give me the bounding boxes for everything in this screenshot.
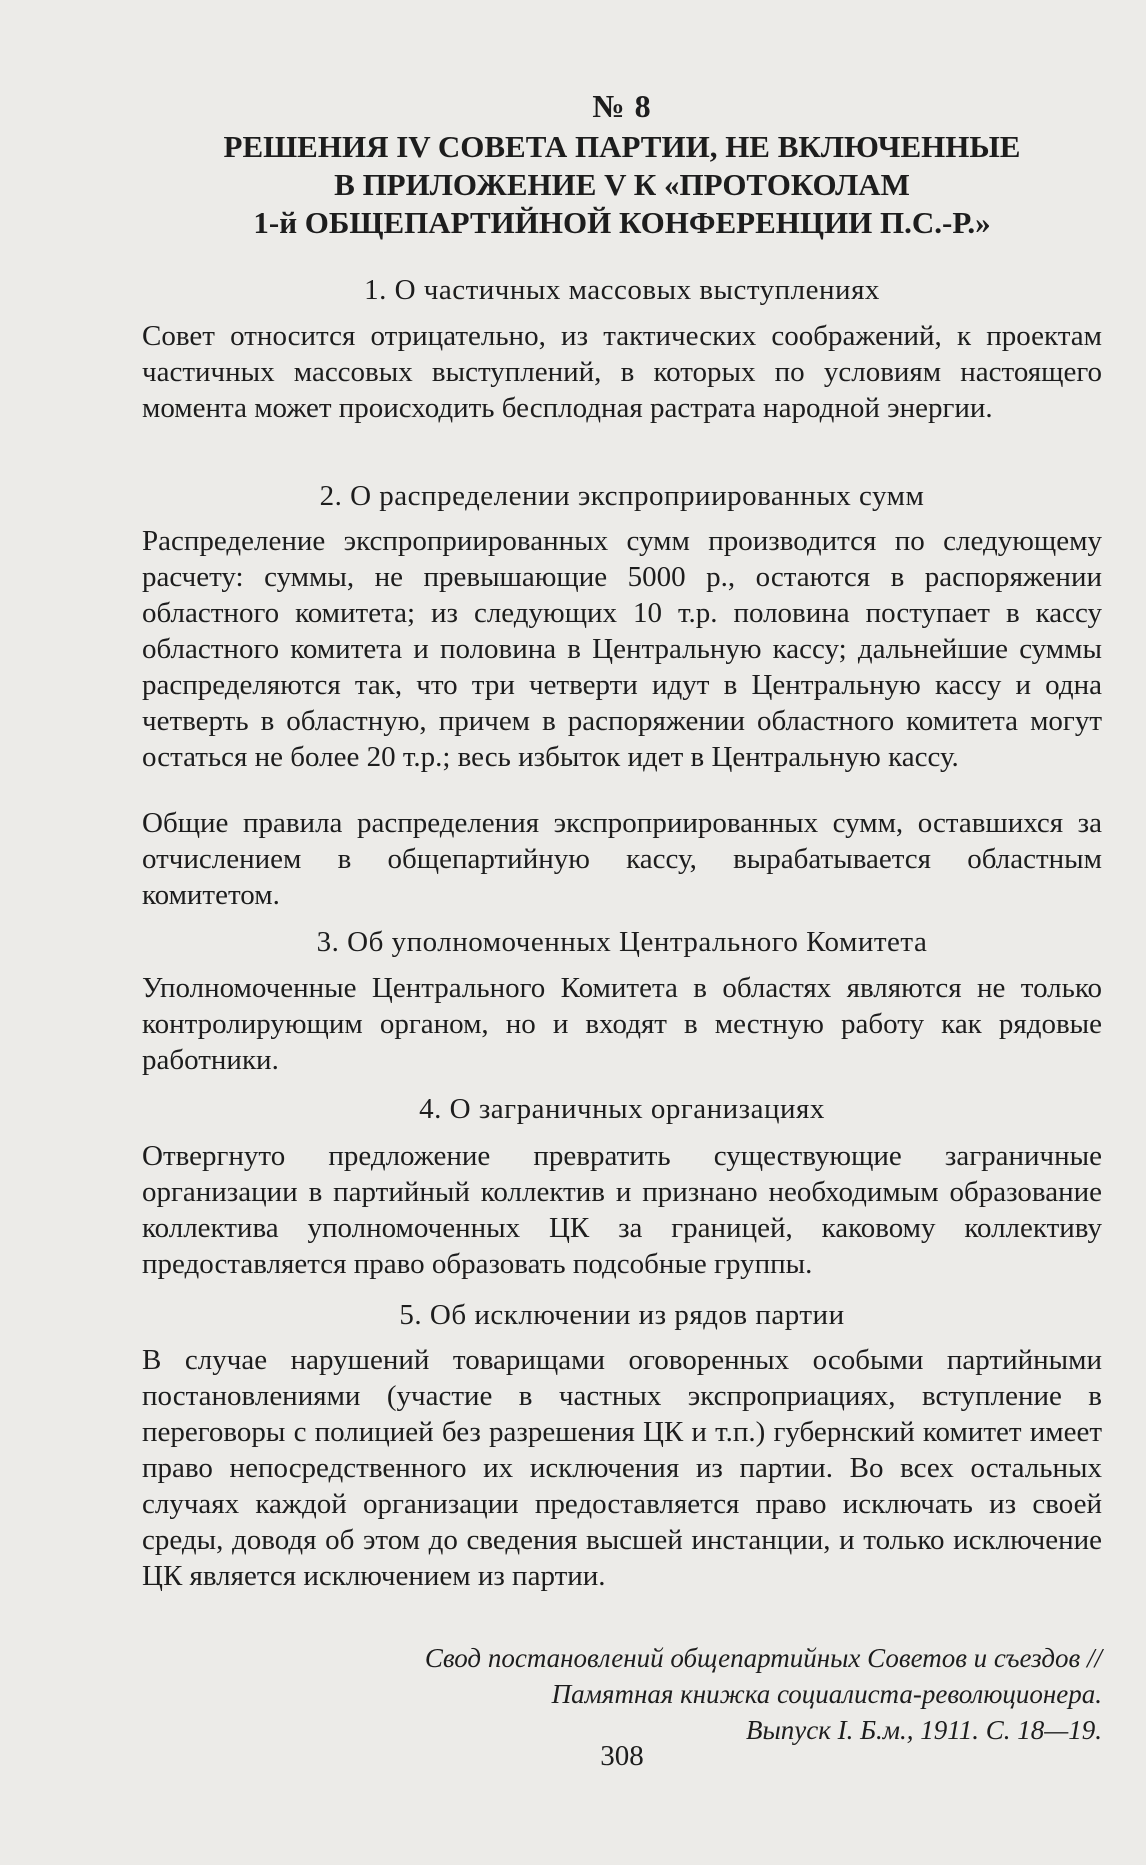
- section-paragraph: [142, 1342, 1102, 1594]
- source-citation: [142, 1640, 1102, 1748]
- section-paragraph: [142, 523, 1102, 775]
- paragraph-text: Отвергнуто предложение превратить существующие заграничные организации в партийный коллектив и признано необходимым образование коллектива уполномоченных ЦК за границей, каковому коллективу предоставляется право образовать подсобные группы.: [142, 1140, 1102, 1280]
- paragraph-text: В случае нарушений товарищами оговоренных особыми партийными постановлениями (участие в частных экспроприациях, вступление в переговоры с полицией без разрешения ЦК и т.п.) губернский комитет имеет право непосредственного их исключения из партии. Во всех остальных случаях каждой организации предоставляется право исключать из своей среды, доводя об этом до сведения высшей инстанции, и только исключение ЦК является исключением из партии.: [142, 1344, 1102, 1592]
- citation-line: Памятная книжка социалиста-революционера.: [551, 1679, 1102, 1709]
- paragraph-text: Совет относится отрицательно, из тактических соображений, к проектам частичных массовых выступлений, в которых по условиям настоящего момента может происходить бесплодная растрата народной энергии.: [142, 320, 1102, 424]
- section-heading: 3. Об уполномоченных Центрального Комитета: [316, 926, 928, 958]
- citation-line: Выпуск I. Б.м., 1911. С. 18—19.: [745, 1715, 1102, 1745]
- section-heading: 4. О заграничных организациях: [419, 1093, 825, 1125]
- page-number: 308: [600, 1740, 644, 1772]
- section-paragraph: [142, 318, 1102, 426]
- citation-line: Свод постановлений общепартийных Советов и съездов //: [424, 1643, 1102, 1673]
- section-heading: 1. О частичных массовых выступлениях: [364, 274, 880, 306]
- title-line: В ПРИЛОЖЕНИЕ V К «ПРОТОКОЛАМ: [334, 167, 910, 202]
- section-paragraph: [142, 1138, 1102, 1282]
- document-number: № 8: [592, 88, 652, 124]
- section-paragraph: [142, 970, 1102, 1078]
- section-heading: 5. Об исключении из рядов партии: [399, 1299, 845, 1331]
- title-line: 1-й ОБЩЕПАРТИЙНОЙ КОНФЕРЕНЦИИ П.С.-Р.»: [253, 205, 991, 240]
- paragraph-text: Распределение экспроприированных сумм производится по следующему расчету: суммы, не превышающие 5000 р., остаются в распоряжении областного комитета; из следующих 10 т.р. половина поступает в кассу областного комитета и половина в Центральную кассу; дальнейшие суммы распределяются так, что три четверти идут в Центральную кассу и одна четверть в областную, причем в распоряжении областного комитета могут остаться не более 20 т.р.; весь избыток идет в Центральную кассу.: [142, 525, 1102, 773]
- title-line: РЕШЕНИЯ IV СОВЕТА ПАРТИИ, НЕ ВКЛЮЧЕННЫЕ: [223, 129, 1021, 164]
- paragraph-text: Уполномоченные Центрального Комитета в областях являются не только контролирующим органом, но и входят в местную работу как рядовые работники.: [142, 972, 1102, 1076]
- document-title: [142, 128, 1102, 242]
- section-heading: 2. О распределении экспроприированных сумм: [319, 480, 925, 512]
- section-paragraph: [142, 805, 1102, 913]
- paragraph-text: Общие правила распределения экспроприированных сумм, оставшихся за отчислением в общепартийную кассу, вырабатывается областным комитетом.: [142, 807, 1102, 911]
